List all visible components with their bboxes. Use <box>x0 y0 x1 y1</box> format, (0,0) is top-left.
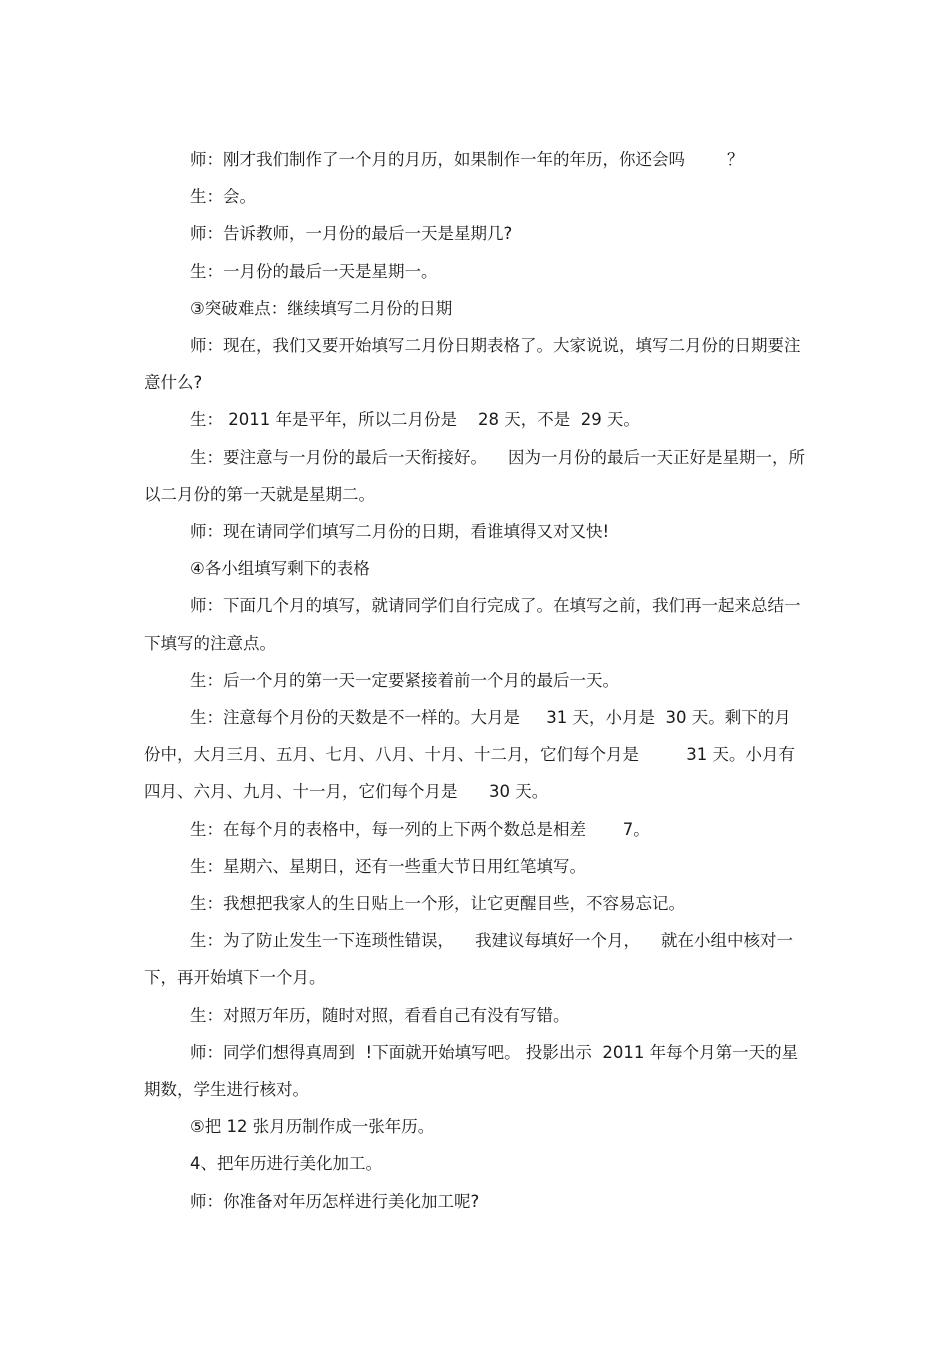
paragraph-9: 师：现在请同学们填写二月份的日期，看谁填得又对又快! <box>190 522 610 542</box>
paragraph-14: 生：在每个月的表格中，每一列的上下两个数总是相差 7。 <box>190 819 650 839</box>
paragraph-22: 师：你准备对年历怎样进行美化加工呢? <box>190 1191 480 1211</box>
paragraph-2: 生：会。 <box>190 187 256 207</box>
section-heading-5: ⑤把 12 张月历制作成一张年历。 <box>190 1117 435 1137</box>
document-body <box>144 141 806 1220</box>
paragraph-18: 生：对照万年历，随时对照，看看自己有没有写错。 <box>190 1005 570 1025</box>
paragraph-4: 生：一月份的最后一天是星期一。 <box>190 261 438 281</box>
paragraph-16: 生：我想把我家人的生日贴上一个形，让它更醒目些，不容易忘记。 <box>190 894 685 914</box>
section-heading-step-4: 4、把年历进行美化加工。 <box>190 1154 382 1174</box>
paragraph-17: 生：为了防止发生一下连琐性错误， 我建议每填好一个月， 就在小组中核对一下，再开始填下一个月。 <box>144 931 793 988</box>
paragraph-12: 生：后一个月的第一天一定要紧接着前一个月的最后一天。 <box>190 670 619 690</box>
paragraph-6: 师：现在，我们又要开始填写二月份日期表格了。大家说说，填写二月份的日期要注意什么? <box>144 336 801 393</box>
paragraph-3: 师：告诉教师，一月份的最后一天是星期几? <box>190 224 513 244</box>
paragraph-11: 师：下面几个月的填写，就请同学们自行完成了。在填写之前，我们再一起来总结一下填写的注意点。 <box>144 596 801 653</box>
paragraph-15: 生：星期六、星期日，还有一些重大节日用红笔填写。 <box>190 856 586 876</box>
section-heading-3: ③突破难点：继续填写二月份的日期 <box>190 298 453 318</box>
paragraph-19: 师：同学们想得真周到 !下面就开始填写吧。 投影出示 2011 年每个月第一天的星期数，学生进行核对。 <box>144 1042 799 1100</box>
paragraph-7: 生： 2011 年是平年，所以二月份是 28 天，不是 29 天。 <box>190 410 640 430</box>
paragraph-13: 生：注意每个月份的天数是不一样的。大月是 31 天，小月是 30 天。剩下的月份中，大月三月、五月、七月、八月、十月、十二月，它们每个月是 31 天。小月有四月、六月、九月、十一月，它们每个月是 30 天。 <box>144 708 795 802</box>
paragraph-1: 师：刚才我们制作了一个月的月历，如果制作一年的年历，你还会吗 ？ <box>190 150 744 169</box>
section-heading-4: ④各小组填写剩下的表格 <box>190 559 370 579</box>
paragraph-8: 生：要注意与一月份的最后一天衔接好。 因为一月份的最后一天正好是星期一，所以二月份的第一天就是星期二。 <box>144 447 805 504</box>
